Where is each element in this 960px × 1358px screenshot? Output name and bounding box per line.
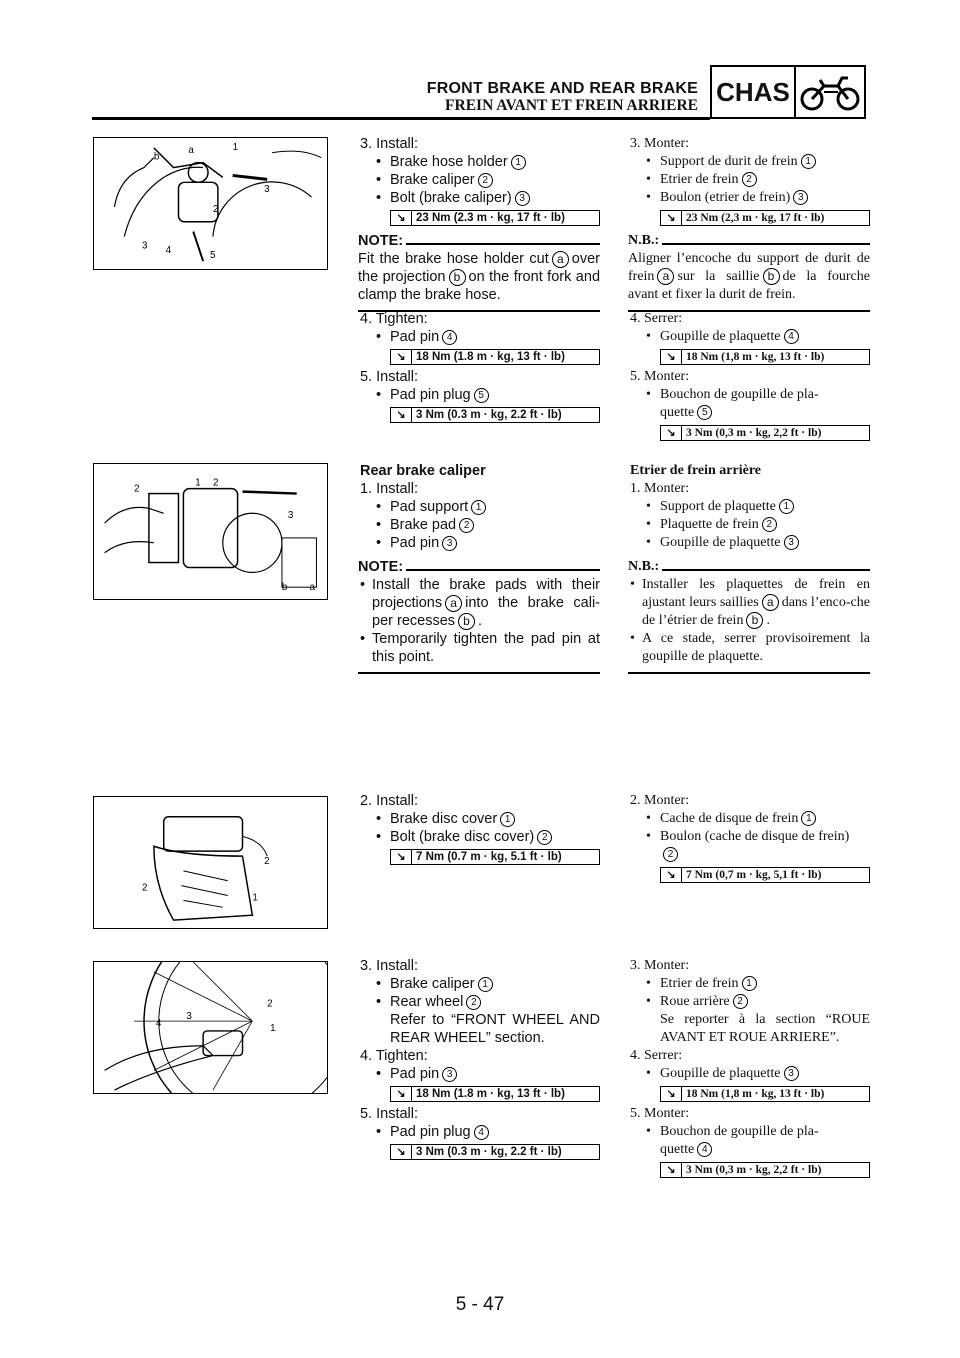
wrench-icon: ↘ <box>661 1163 682 1177</box>
torque-spec: ↘ 3 Nm (0,3 m · kg, 2,2 ft · lb) <box>660 1162 870 1178</box>
step-label: 4. Tighten: <box>360 311 428 327</box>
wrench-icon: ↘ <box>661 426 682 440</box>
reference-text: Refer to “FRONT WHEEL AND REAR WHEEL” section. <box>390 1012 600 1046</box>
step-label: 2. Monter: <box>630 793 690 808</box>
step-label: 5. Install: <box>360 369 419 385</box>
figure-front-caliper-install <box>93 137 328 270</box>
page-number: 5 - 47 <box>455 1294 505 1315</box>
list-item: • Support de durit de frein 1 <box>628 153 870 171</box>
figure-brake-disc-cover <box>93 796 328 929</box>
svg-text:3: 3 <box>142 240 148 252</box>
torque-spec: ↘ 3 Nm (0,3 m · kg, 2,2 ft · lb) <box>660 425 870 441</box>
step-label: 4. Tighten: <box>360 1048 428 1064</box>
wrench-icon: ↘ <box>661 350 682 364</box>
note-bullet: • Installer les plaquettes de frein en ajustant leurs saillies a dans l’enco-che de l’étrier de frein b . <box>628 576 870 630</box>
step-label: 2. Install: <box>360 793 419 809</box>
note-header: NOTE: <box>358 232 600 250</box>
svg-text:1: 1 <box>232 141 239 153</box>
s5-en <box>358 957 600 1163</box>
torque-spec: ↘ 18 Nm (1,8 m · kg, 13 ft · lb) <box>660 349 870 365</box>
list-item-cont: 2 <box>628 846 870 864</box>
list-item-cont: quette 5 <box>628 404 870 422</box>
torque-spec: ↘ 7 Nm (0,7 m · kg, 5,1 ft · lb) <box>660 867 870 883</box>
list-item: • Brake hose holder 1 <box>358 153 600 171</box>
note-bullet: • A ce stade, serrer provisoirement la goupille de plaquette. <box>628 630 870 666</box>
svg-text:b: b <box>281 582 288 594</box>
svg-text:2: 2 <box>212 203 219 215</box>
svg-text:b: b <box>153 151 160 163</box>
figure-rear-caliper-pads <box>93 463 328 600</box>
subsection-title: Rear brake caliper <box>360 463 486 479</box>
wrench-icon: ↘ <box>391 850 412 864</box>
list-item: • Pad pin 3 <box>358 1065 600 1083</box>
svg-text:4: 4 <box>165 245 172 257</box>
list-item: • Goupille de plaquette 4 <box>628 328 870 346</box>
torque-spec: ↘ 18 Nm (1.8 m · kg, 13 ft · lb) <box>390 1086 600 1102</box>
torque-spec: ↘ 18 Nm (1.8 m · kg, 13 ft · lb) <box>390 349 600 365</box>
step-label: 3. Install: <box>360 136 419 152</box>
note-header: NOTE: <box>358 558 600 576</box>
svg-text:a: a <box>309 582 316 594</box>
figure-rear-wheel-caliper <box>93 961 328 1094</box>
list-item: • Pad pin plug 5 <box>358 386 600 404</box>
step-label: 1. Monter: <box>630 481 690 496</box>
svg-text:1: 1 <box>270 1022 276 1034</box>
list-item: • Goupille de plaquette 3 <box>628 534 870 552</box>
list-item: • Brake caliper 2 <box>358 171 600 189</box>
step-label: 3. Monter: <box>630 958 690 973</box>
torque-spec: ↘ 7 Nm (0.7 m · kg, 5.1 ft · lb) <box>390 849 600 865</box>
torque-spec: ↘ 3 Nm (0.3 m · kg, 2.2 ft · lb) <box>390 1144 600 1160</box>
svg-text:5: 5 <box>210 250 216 262</box>
list-item: • Pad support 1 <box>358 498 600 516</box>
list-item: • Etrier de frein 1 <box>628 975 870 993</box>
svg-text:2: 2 <box>212 477 219 489</box>
note-text: Fit the brake hose holder cut a over the projection b on the front fork and clamp the brake hose. <box>358 251 601 303</box>
wrench-icon: ↘ <box>661 1087 682 1101</box>
wrench-icon: ↘ <box>661 868 682 882</box>
s4-en <box>358 792 600 868</box>
list-item: • Pad pin plug 4 <box>358 1123 600 1141</box>
section-title-fr: FREIN AVANT ET FREIN ARRIERE <box>445 97 698 114</box>
note-end-rule <box>628 672 870 674</box>
chapter-badge <box>710 65 866 119</box>
note-bullet: • Install the brake pads with their projections a into the brake cali-per recesses b . <box>358 576 600 630</box>
step-label: 3. Monter: <box>630 136 690 151</box>
s2-fr <box>628 310 870 444</box>
s5-fr <box>628 957 870 1181</box>
wrench-icon: ↘ <box>391 1145 412 1159</box>
list-item: • Bolt (brake disc cover) 2 <box>358 828 600 846</box>
s3-en <box>358 462 600 674</box>
step-label: 4. Serrer: <box>630 311 683 326</box>
list-item-cont: quette 4 <box>628 1141 870 1159</box>
list-item: • Bolt (brake caliper) 3 <box>358 189 600 207</box>
note-header: N.B.: <box>628 558 870 576</box>
step-label: 3. Install: <box>360 958 419 974</box>
wrench-icon: ↘ <box>661 211 682 225</box>
step-label: 5. Monter: <box>630 369 690 384</box>
list-item: • Pad pin 3 <box>358 534 600 552</box>
note-end-rule <box>358 672 600 674</box>
list-item: • Brake disc cover 1 <box>358 810 600 828</box>
step-label: 5. Install: <box>360 1106 419 1122</box>
section-title-en: FRONT BRAKE AND REAR BRAKE <box>426 80 698 97</box>
svg-text:1: 1 <box>252 892 258 904</box>
svg-text:3: 3 <box>264 184 270 196</box>
list-item: • Boulon (cache de disque de frein) <box>628 828 870 846</box>
note-bullet: • Temporarily tighten the pad pin at this point. <box>358 630 600 666</box>
s3-fr <box>628 462 870 674</box>
motorcycle-icon <box>796 67 864 117</box>
list-item: • Bouchon de goupille de pla- <box>628 386 870 404</box>
step-label: 1. Install: <box>360 481 419 497</box>
s1-fr <box>628 135 870 312</box>
svg-text:1: 1 <box>195 477 201 489</box>
list-item: • Plaquette de frein 2 <box>628 516 870 534</box>
svg-text:3: 3 <box>287 510 294 522</box>
list-item: • Brake caliper 1 <box>358 975 600 993</box>
svg-text:2: 2 <box>142 882 148 894</box>
wrench-icon: ↘ <box>391 408 412 422</box>
chapter-badge-text: CHAS <box>712 67 796 117</box>
torque-spec: ↘ 3 Nm (0.3 m · kg, 2.2 ft · lb) <box>390 407 600 423</box>
list-item: • Bouchon de goupille de pla- <box>628 1123 870 1141</box>
s4-fr <box>628 792 870 886</box>
list-item: • Cache de disque de frein 1 <box>628 810 870 828</box>
note-text: Aligner l’encoche du support de durit de frein a sur la saillie b de la fourche avant et fixer la durit de frein. <box>628 251 870 302</box>
list-item: • Roue arrière 2 <box>628 993 870 1011</box>
wrench-icon: ↘ <box>391 350 412 364</box>
wrench-icon: ↘ <box>391 211 412 225</box>
svg-text:2: 2 <box>134 483 140 495</box>
list-item: • Rear wheel 2 <box>358 993 600 1011</box>
list-item: • Boulon (etrier de frein) 3 <box>628 189 870 207</box>
list-item: • Pad pin 4 <box>358 328 600 346</box>
list-item: • Support de plaquette 1 <box>628 498 870 516</box>
svg-text:4: 4 <box>155 1018 162 1030</box>
torque-spec: ↘ 18 Nm (1,8 m · kg, 13 ft · lb) <box>660 1086 870 1102</box>
step-label: 5. Monter: <box>630 1106 690 1121</box>
list-item: • Etrier de frein 2 <box>628 171 870 189</box>
subsection-title: Etrier de frein arrière <box>630 463 761 478</box>
svg-text:3: 3 <box>186 1011 192 1023</box>
list-item: • Goupille de plaquette 3 <box>628 1065 870 1083</box>
torque-spec: ↘ 23 Nm (2.3 m · kg, 17 ft · lb) <box>390 210 600 226</box>
reference-text: Se reporter à la section “ROUE AVANT ET ROUE ARRIERE”. <box>660 1012 870 1045</box>
torque-spec: ↘ 23 Nm (2,3 m · kg, 17 ft · lb) <box>660 210 870 226</box>
note-header: N.B.: <box>628 232 870 250</box>
header-rule <box>92 117 710 120</box>
svg-text:2: 2 <box>264 855 270 867</box>
svg-text:a: a <box>188 144 194 156</box>
s1-en <box>358 135 600 312</box>
step-label: 4. Serrer: <box>630 1048 683 1063</box>
svg-text:2: 2 <box>267 998 273 1010</box>
wrench-icon: ↘ <box>391 1087 412 1101</box>
s2-en <box>358 310 600 426</box>
list-item: • Brake pad 2 <box>358 516 600 534</box>
